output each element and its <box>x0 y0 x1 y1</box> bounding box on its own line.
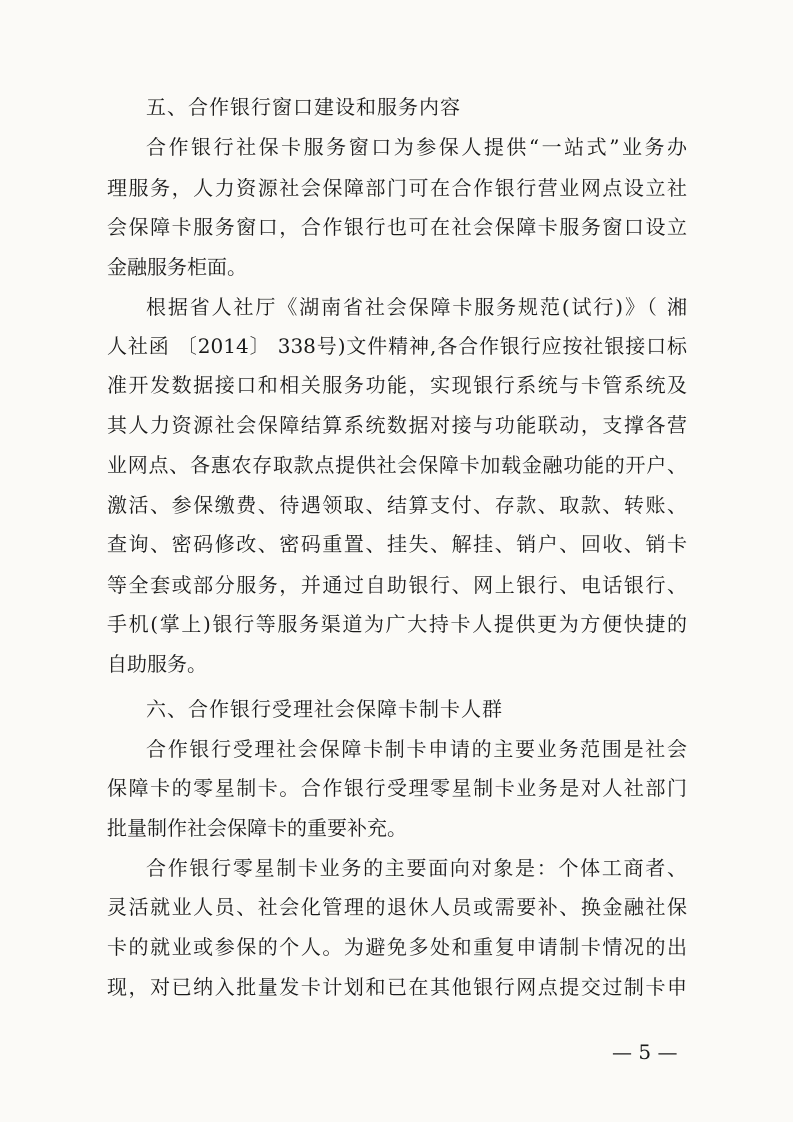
paragraph-line: 其人力资源社会保障结算系统数据对接与功能联动，支撑各营 <box>107 413 687 437</box>
paragraph-line: 现，对已纳入批量发卡计划和已在其他银行网点提交过制卡申 <box>107 975 687 999</box>
paragraph-line: 理服务，人力资源社会保障部门可在合作银行营业网点设立社 <box>107 176 687 200</box>
paragraph-line: 合作银行社保卡服务窗口为参保人提供“一站式”业务办 <box>146 135 687 159</box>
page-number: — 5 — <box>612 1040 678 1064</box>
paragraph-line: 激活、参保缴费、待遇领取、结算支付、存款、取款、转账、 <box>107 493 687 517</box>
paragraph-line: 手机(掌上)银行等服务渠道为广大持卡人提供更为方便快捷的 <box>107 612 687 636</box>
paragraph-line: 灵活就业人员、社会化管理的退休人员或需要补、换金融社保 <box>107 895 687 919</box>
section-5-title: 五、合作银行窗口建设和服务内容 <box>146 95 461 119</box>
paragraph-line: 业网点、各惠农存取款点提供社会保障卡加载金融功能的开户、 <box>107 453 687 477</box>
paragraph-line: 准开发数据接口和相关服务功能，实现银行系统与卡管系统及 <box>107 373 687 397</box>
paragraph-line: 等全套或部分服务，并通过自助银行、网上银行、电话银行、 <box>107 573 687 597</box>
paragraph-line: 卡的就业或参保的个人。为避免多处和重复申请制卡情况的出 <box>107 935 687 959</box>
paragraph-line: 查询、密码修改、密码重置、挂失、解挂、销户、回收、销卡 <box>107 532 687 556</box>
paragraph-line: 保障卡的零星制卡。合作银行受理零星制卡业务是对人社部门 <box>107 776 687 800</box>
paragraph-line: 合作银行零星制卡业务的主要面向对象是：个体工商者、 <box>146 856 687 880</box>
paragraph-line: 批量制作社会保障卡的重要补充。 <box>107 816 407 840</box>
paragraph-line: 自助服务。 <box>107 652 207 676</box>
paragraph-line: 会保障卡服务窗口，合作银行也可在社会保障卡服务窗口设立 <box>107 215 687 239</box>
paragraph-line: 人社函 〔2014〕 338号)文件精神,各合作银行应按社银接口标 <box>107 334 687 358</box>
paragraph-line: 金融服务柜面。 <box>107 255 247 279</box>
paragraph-line: 根据省人社厅《湖南省社会保障卡服务规范(试行)》（ 湘 <box>146 295 687 319</box>
section-6-title: 六、合作银行受理社会保障卡制卡人群 <box>146 697 503 721</box>
paragraph-line: 合作银行受理社会保障卡制卡申请的主要业务范围是社会 <box>146 737 687 761</box>
